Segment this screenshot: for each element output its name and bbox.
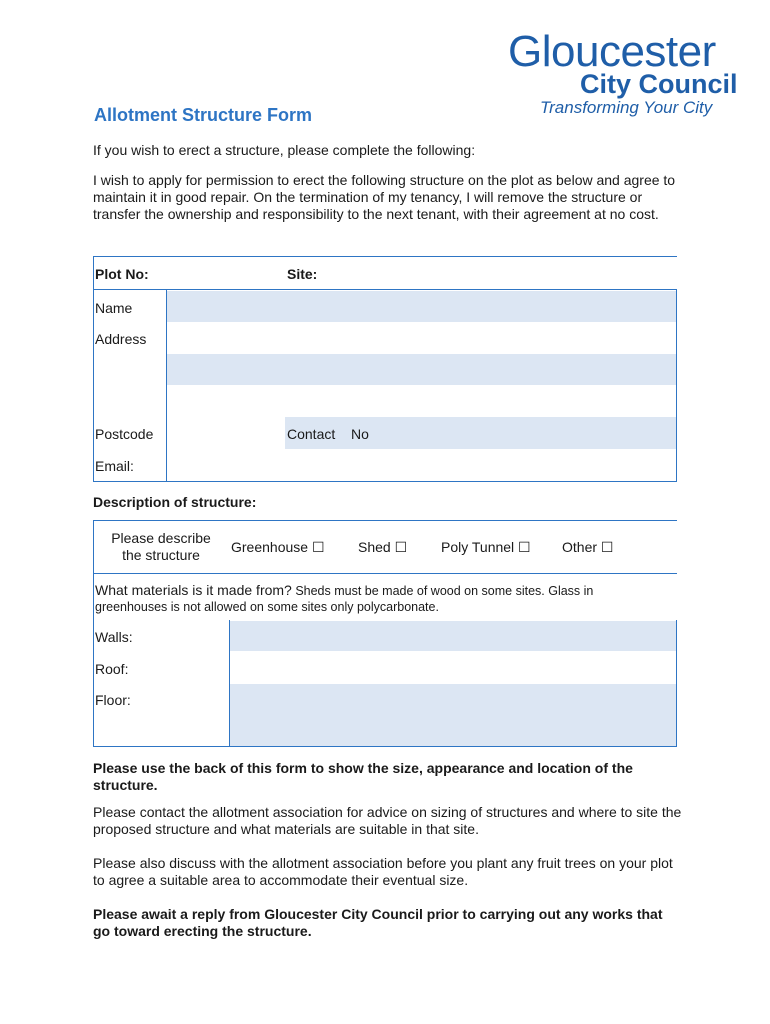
details-row-divider xyxy=(93,289,677,290)
await-reply-note: Please await a reply from Gloucester City Council prior to carrying out any works that go toward erecting the structure. xyxy=(93,906,663,939)
intro-text: If you wish to erect a structure, please complete the following: xyxy=(93,142,476,158)
option-shed-checkbox[interactable]: Shed ☐ xyxy=(358,539,408,555)
address-field-line2[interactable] xyxy=(167,354,676,385)
materials-note-line2: greenhouses is not allowed on some sites only polycarbonate. xyxy=(95,600,439,614)
name-label: Name xyxy=(95,300,133,316)
structure-bottom-border xyxy=(93,746,677,747)
email-field[interactable] xyxy=(167,450,676,481)
floor-field[interactable] xyxy=(230,684,676,746)
postcode-label: Postcode xyxy=(95,426,154,442)
fruit-trees-note: Please also discuss with the allotment association before you plant any fruit trees on your plot to agree a suitable area to accommodate their eventual size. xyxy=(93,855,673,888)
details-right-border xyxy=(676,290,677,482)
page-title: Allotment Structure Form xyxy=(94,105,313,125)
roof-label: Roof: xyxy=(95,661,129,677)
contact-label: Contact xyxy=(287,426,336,442)
option-greenhouse-checkbox[interactable]: Greenhouse ☐ xyxy=(231,539,325,555)
materials-question: What materials is it made from? xyxy=(95,582,292,598)
logo-council: City Council xyxy=(580,69,738,99)
structure-left-border xyxy=(93,520,94,747)
details-bottom-border xyxy=(93,481,677,482)
structure-right-border xyxy=(676,620,677,747)
structure-heading: Description of structure: xyxy=(93,494,257,510)
structure-top-border xyxy=(93,520,677,521)
logo-name: Gloucester xyxy=(508,27,716,76)
name-field[interactable] xyxy=(167,291,676,322)
back-of-form-note: Please use the back of this form to show the size, appearance and location of the structure. xyxy=(93,760,633,793)
option-other-checkbox[interactable]: Other ☐ xyxy=(562,539,614,555)
roof-field[interactable] xyxy=(230,652,676,683)
address-field-line3[interactable] xyxy=(167,386,676,416)
describe-label xyxy=(95,530,227,564)
walls-label: Walls: xyxy=(95,629,133,645)
address-label: Address xyxy=(95,331,147,347)
floor-label: Floor: xyxy=(95,692,131,708)
structure-row-divider xyxy=(93,573,677,574)
materials-question-line1 xyxy=(95,582,677,600)
postcode-field[interactable] xyxy=(167,417,285,449)
details-top-border xyxy=(93,256,677,257)
contact-association-note: Please contact the allotment association for advice on sizing of structures and where to site the proposed structure and what materials are suitable in that site. xyxy=(93,804,682,837)
plot-number-label: Plot No: xyxy=(95,266,149,282)
describe-label-line1: Please describe xyxy=(111,530,211,546)
materials-note: Sheds must be made of wood on some sites. Glass in xyxy=(291,584,594,598)
site-label: Site: xyxy=(287,266,318,282)
declaration-text: I wish to apply for permission to erect the following structure on the plot as below and agree to maintain it in good repair. On the termination of my tenancy, I will remove the structure or transfer the ownership and responsibility to the next tenant, with their agreement at no cost. xyxy=(93,172,676,222)
walls-field[interactable] xyxy=(230,621,676,651)
contact-number-field[interactable] xyxy=(285,417,676,449)
email-label: Email: xyxy=(95,458,134,474)
address-field-line1[interactable] xyxy=(167,323,676,353)
option-poly-tunnel-checkbox[interactable]: Poly Tunnel ☐ xyxy=(441,539,531,555)
contact-no-label: No xyxy=(351,426,369,442)
describe-label-line2: the structure xyxy=(122,547,200,563)
logo-tagline: Transforming Your City xyxy=(540,98,713,117)
